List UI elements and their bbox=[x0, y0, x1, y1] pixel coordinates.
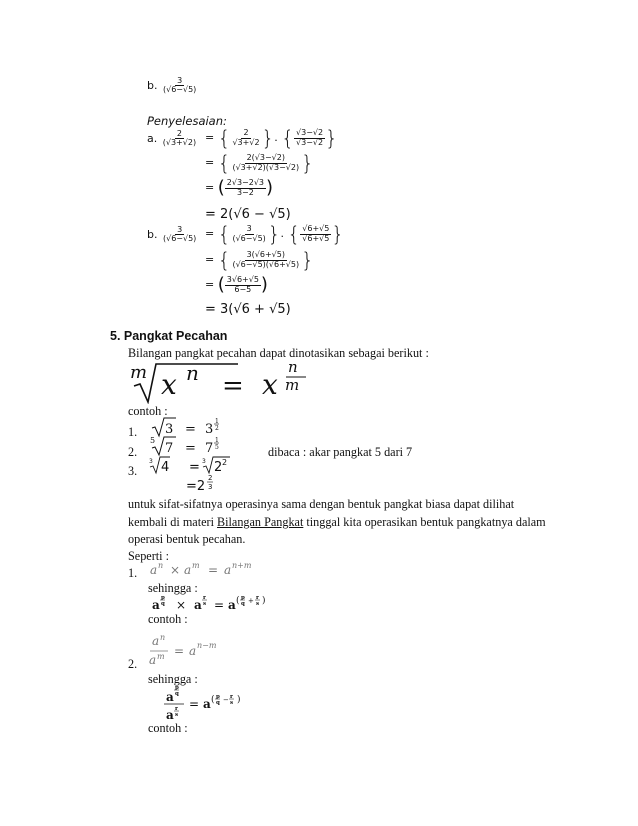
fraction: $\frac{3}{(√6-√5)}$ bbox=[162, 76, 197, 95]
svg-text:r: r bbox=[203, 595, 206, 601]
svg-text:a: a bbox=[149, 653, 157, 667]
svg-text:7: 7 bbox=[205, 441, 214, 456]
svg-text:q: q bbox=[161, 601, 165, 607]
svg-text:p: p bbox=[175, 685, 179, 691]
svg-text:2: 2 bbox=[215, 425, 219, 432]
svg-text:r: r bbox=[230, 694, 233, 700]
rule-2-example-label: contoh : bbox=[148, 721, 188, 735]
rule-1-number: 1. bbox=[128, 566, 138, 580]
svg-text:−: − bbox=[223, 696, 229, 704]
svg-text:s: s bbox=[203, 601, 207, 607]
svg-text:q: q bbox=[241, 601, 245, 607]
svg-text:s: s bbox=[230, 700, 234, 706]
svg-text:x: x bbox=[161, 368, 177, 401]
solution-b-result: = 3(√6 + √5) bbox=[205, 302, 291, 317]
svg-text:p: p bbox=[161, 595, 165, 601]
svg-text:4: 4 bbox=[161, 460, 170, 475]
svg-text:=: = bbox=[222, 371, 244, 401]
svg-text:q: q bbox=[216, 700, 220, 706]
svg-text:r: r bbox=[175, 706, 178, 712]
svg-text:n: n bbox=[288, 358, 298, 376]
svg-text:3: 3 bbox=[202, 458, 206, 465]
example-2-number: 2. bbox=[128, 445, 138, 459]
svg-text:n: n bbox=[186, 361, 199, 385]
materi-link[interactable]: Bilangan Pangkat bbox=[217, 515, 304, 529]
solution-a-result: = 2(√6 − √5) bbox=[205, 207, 291, 222]
svg-text:a: a bbox=[228, 598, 236, 612]
rule-2-number: 2. bbox=[128, 657, 138, 671]
svg-text:7: 7 bbox=[165, 441, 174, 456]
svg-text:): ) bbox=[262, 596, 266, 606]
svg-text:a: a bbox=[203, 697, 211, 711]
svg-text:q: q bbox=[175, 691, 179, 697]
svg-text:(: ( bbox=[236, 596, 240, 606]
svg-text:a: a bbox=[194, 598, 202, 612]
svg-text:5: 5 bbox=[150, 436, 156, 445]
svg-text:a: a bbox=[189, 644, 197, 658]
svg-text:n−m: n−m bbox=[197, 641, 217, 650]
rule-1-example-label: contoh : bbox=[148, 612, 188, 626]
example-3-formula bbox=[148, 452, 248, 476]
svg-text:a: a bbox=[224, 563, 232, 577]
examples-label: contoh : bbox=[128, 404, 168, 418]
svg-text:1: 1 bbox=[215, 437, 219, 444]
fraction: $\frac{3}{(√6-√5)}$ bbox=[162, 225, 197, 244]
svg-text:=: = bbox=[174, 644, 185, 658]
svg-text:3: 3 bbox=[208, 483, 213, 491]
solution-b-step2: = { $\frac{3(√6+√5)}{(√6-√5)(√6+√5)}$ } bbox=[205, 248, 314, 272]
example-2-note: dibaca : akar pangkat 5 dari 7 bbox=[268, 445, 413, 459]
svg-text:a: a bbox=[152, 634, 160, 648]
rule-1-fraction-formula bbox=[150, 592, 280, 614]
svg-text:=: = bbox=[208, 563, 219, 577]
svg-text:×: × bbox=[170, 563, 181, 577]
svg-text:(: ( bbox=[211, 695, 215, 705]
solution-a-step1: = { $\frac{2}{√3+√2}$ }. { $\frac{√3-√2}{√3-√2}$ } bbox=[205, 126, 338, 150]
fractional-power-formula bbox=[128, 356, 328, 404]
svg-text:=: = bbox=[185, 422, 196, 437]
svg-text:n: n bbox=[160, 633, 166, 642]
rule-1-formula bbox=[148, 558, 268, 580]
such-as-label: Seperti : bbox=[128, 549, 169, 563]
svg-text:2: 2 bbox=[208, 474, 213, 482]
svg-text:=: = bbox=[214, 598, 225, 612]
svg-text:a: a bbox=[166, 708, 174, 721]
section-intro: Bilangan pangkat pecahan dapat dinotasikan sebagai berikut : bbox=[128, 346, 429, 360]
svg-text:3: 3 bbox=[205, 422, 214, 437]
svg-text:x: x bbox=[262, 368, 278, 401]
svg-text:m: m bbox=[285, 376, 300, 394]
svg-text:a: a bbox=[166, 690, 174, 704]
svg-text:=: = bbox=[185, 441, 196, 456]
svg-text:p: p bbox=[216, 694, 220, 700]
svg-text:a: a bbox=[152, 598, 160, 612]
svg-text:n: n bbox=[158, 561, 164, 570]
rule-2-fraction-formula bbox=[162, 683, 262, 721]
svg-text:m: m bbox=[157, 652, 165, 661]
svg-text:3: 3 bbox=[165, 422, 174, 437]
rule-2-formula bbox=[146, 633, 236, 669]
svg-text:+: + bbox=[248, 597, 254, 605]
svg-text:s: s bbox=[256, 601, 260, 607]
svg-text:m: m bbox=[192, 561, 200, 570]
svg-text:=: = bbox=[189, 697, 200, 711]
solution-a-step2: = { $\frac{2(√3-√2)}{(√3+√2)(√3-√2)}$ } bbox=[205, 151, 314, 175]
problem-b-label bbox=[147, 77, 198, 95]
solution-a-label: a. $\frac{2}{(√3+√2)}$ bbox=[147, 129, 197, 148]
paragraph-line-1: untuk sifat-sifatnya operasinya sama dengan bentuk pangkat biasa dapat dilihat bbox=[128, 497, 515, 511]
svg-text:3: 3 bbox=[149, 458, 153, 465]
svg-text:p: p bbox=[241, 595, 245, 601]
solution-heading: Penyelesaian: bbox=[147, 114, 227, 128]
svg-text:a: a bbox=[184, 563, 192, 577]
example-3-number: 3. bbox=[128, 464, 138, 478]
item-label: b. bbox=[147, 78, 158, 92]
solution-b-label: b. $\frac{3}{(√6-√5)}$ bbox=[147, 225, 197, 244]
svg-text:2: 2 bbox=[214, 460, 223, 475]
example-3-exponent bbox=[205, 473, 219, 493]
fraction: $\frac{2}{(√3+√2)}$ bbox=[162, 129, 197, 148]
svg-text:r: r bbox=[256, 595, 259, 601]
svg-text:1: 1 bbox=[215, 418, 219, 425]
svg-text:s: s bbox=[175, 712, 179, 718]
svg-text:=: = bbox=[189, 460, 200, 475]
svg-text:×: × bbox=[176, 598, 187, 612]
example-3-result: =2 bbox=[186, 479, 206, 494]
section-heading: 5. Pangkat Pecahan bbox=[110, 329, 228, 343]
svg-text:a: a bbox=[150, 563, 158, 577]
rule-2-thus-label: sehingga : bbox=[148, 672, 198, 686]
svg-text:): ) bbox=[237, 695, 241, 705]
example-1-number: 1. bbox=[128, 425, 138, 439]
root-index: m bbox=[130, 362, 148, 383]
svg-text:5: 5 bbox=[215, 444, 219, 451]
rule-1-thus-label: sehingga : bbox=[148, 581, 198, 595]
solution-a-step3: = ( $\frac{2√3-2√3}{3-2}$ ) bbox=[205, 177, 274, 198]
solution-b-step3: = ( $\frac{3√6+√5}{6-5}$ ) bbox=[205, 274, 268, 295]
svg-text:2: 2 bbox=[222, 458, 228, 467]
paragraph-line-2: kembali di materi Bilangan Pangkat tinggal kita operasikan bentuk pangkatnya dalam bbox=[128, 515, 546, 529]
solution-b-step1: = { $\frac{3}{(√6-√5)}$ }. { $\frac{√6+√5}{√6+√5}$ } bbox=[205, 222, 345, 246]
svg-text:n+m: n+m bbox=[232, 561, 252, 570]
paragraph-line-3: operasi bentuk pecahan. bbox=[128, 532, 246, 546]
